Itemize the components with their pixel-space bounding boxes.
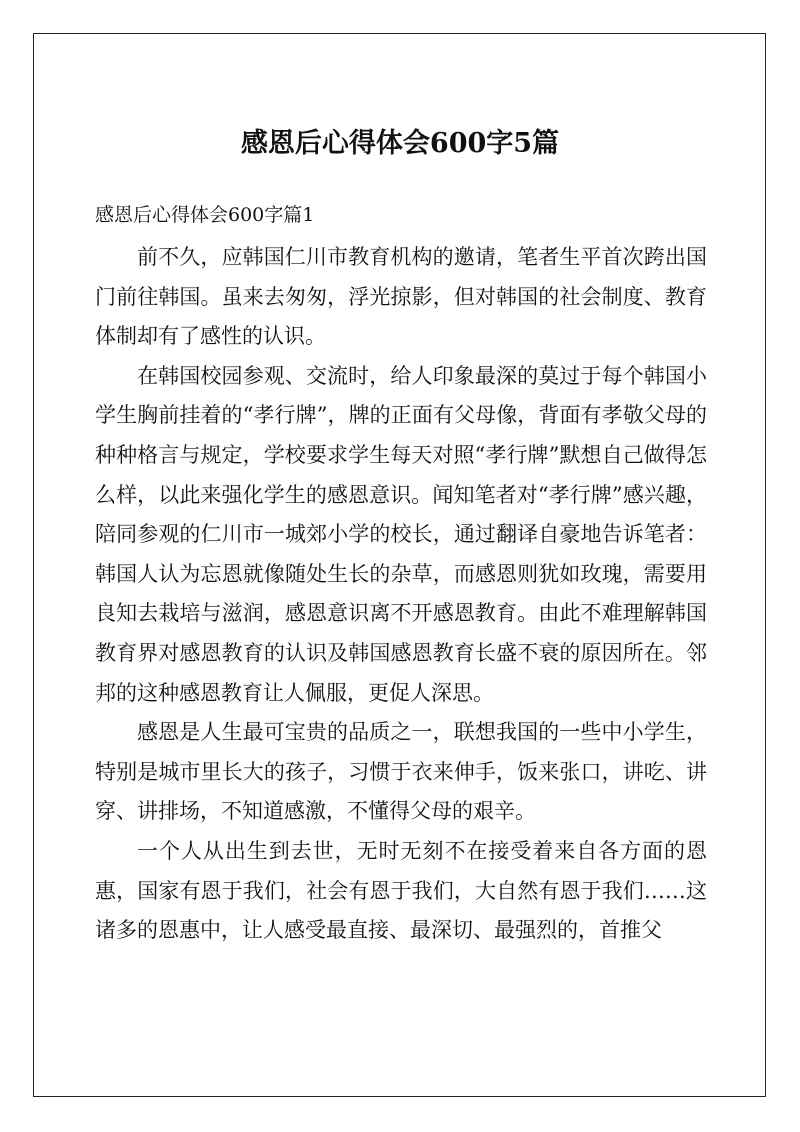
paragraph-4: 一个人从出生到去世，无时无刻不在接受着来自各方面的恩惠，国家有恩于我们，社会有恩于我们，大自然有恩于我们……这诸多的恩惠中，让人感受最直接、最深切、最强烈的，首推父 [95, 838, 707, 943]
paragraph-1: 前不久，应韩国仁川市教育机构的邀请，笔者生平首次跨出国门前往韩国。虽来去匆匆，浮光掠影，但对韩国的社会制度、教育体制却有了感性的认识。 [95, 245, 707, 349]
document-title: 感恩后心得体会600字5篇 [240, 128, 560, 159]
paragraph-2: 在韩国校园参观、交流时，给人印象最深的莫过于每个韩国小学生胸前挂着的“孝行牌”，牌的正面有父母像，背面有孝敬父母的种种格言与规定，学校要求学生每天对照“孝行牌”默想自己做得怎么样，以此来强化学生的感恩意识。闻知笔者对“孝行牌”感兴趣，陪同参观的仁川市一城郊小学的校长，通过翻译自豪地告诉笔者：韩国人认为忘恩就像随处生长的杂草，而感恩则犹如玫瑰，需要用良知去栽培与滋润，感恩意识离不开感恩教育。由此不难理解韩国教育界对感恩教育的认识及韩国感恩教育长盛不衰的原因所在。邻邦的这种感恩教育让人佩服，更促人深思。 [95, 363, 707, 705]
document-body [95, 238, 707, 951]
section-heading: 感恩后心得体会600字篇1 [95, 204, 315, 226]
paragraph-3: 感恩是人生最可宝贵的品质之一，联想我国的一些中小学生，特别是城市里长大的孩子，习惯于衣来伸手，饭来张口，讲吃、讲穿、讲排场，不知道感激，不懂得父母的艰辛。 [95, 720, 707, 824]
